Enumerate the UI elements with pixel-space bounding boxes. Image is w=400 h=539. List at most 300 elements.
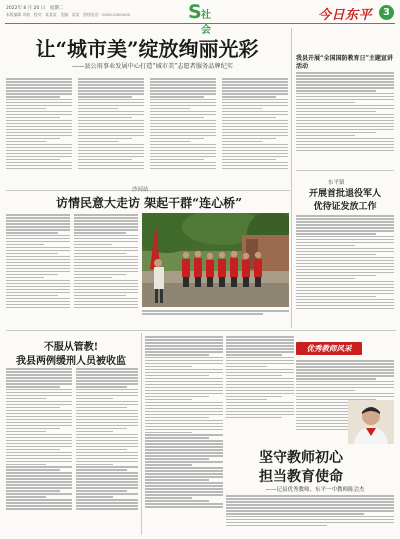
- text-line: [296, 236, 394, 238]
- text-line: [74, 295, 126, 297]
- text-line: [76, 472, 138, 474]
- text-line: [6, 162, 72, 164]
- text-line: [6, 102, 72, 104]
- text-line: [222, 162, 288, 164]
- text-line: [78, 156, 144, 158]
- text-line: [296, 287, 394, 289]
- text-line: [226, 393, 294, 395]
- text-line: [226, 507, 394, 509]
- text-line: [145, 503, 223, 505]
- text-line: [74, 232, 126, 234]
- text-line: [226, 396, 282, 398]
- text-line: [78, 117, 132, 119]
- text-line: [6, 401, 72, 403]
- text-line: [150, 123, 216, 125]
- teacher-title-2: 担当教育使命: [259, 469, 343, 485]
- column-divider-bottom-left: [141, 333, 142, 535]
- text-line: [6, 493, 72, 495]
- text-line: [74, 247, 138, 249]
- text-line: [296, 150, 394, 152]
- text-line: [145, 378, 223, 380]
- feature-col-1: [6, 214, 70, 324]
- text-line: [78, 126, 144, 128]
- text-line: [76, 422, 138, 424]
- text-line: [76, 508, 138, 510]
- right-rule-1: [296, 170, 394, 171]
- text-line: [145, 342, 223, 344]
- right-mid-title-2: 优待证发放工作: [313, 202, 377, 212]
- text-line: [226, 525, 327, 527]
- text-line: [78, 168, 144, 170]
- text-line: [145, 461, 223, 463]
- text-line: [76, 416, 138, 418]
- text-line: [296, 147, 394, 149]
- text-line: [6, 117, 60, 119]
- right-top-title: 我县开展“全国国防教育日”主题宣讲活动: [296, 55, 393, 70]
- text-line: [6, 135, 72, 137]
- text-line: [6, 223, 70, 225]
- text-line: [226, 336, 294, 338]
- text-line: [6, 126, 72, 128]
- text-line: [74, 292, 138, 294]
- text-line: [226, 366, 267, 368]
- text-line: [6, 84, 72, 86]
- text-line: [6, 428, 60, 430]
- text-line: [6, 268, 70, 270]
- text-line: [6, 235, 70, 237]
- text-line: [296, 75, 394, 77]
- crime-title-2: 我县两例缓刑人员被收监: [16, 356, 126, 367]
- text-line: [74, 271, 138, 273]
- text-line: [145, 420, 223, 422]
- text-line: [226, 387, 294, 389]
- text-line: [145, 485, 223, 487]
- text-line: [150, 96, 204, 98]
- text-line: [145, 432, 192, 434]
- text-line: [145, 408, 223, 410]
- text-line: [145, 470, 223, 472]
- text-line: [222, 168, 288, 170]
- text-line: [145, 491, 223, 493]
- text-line: [6, 96, 60, 98]
- text-line: [6, 250, 70, 252]
- text-line: [6, 458, 72, 460]
- text-line: [78, 87, 144, 89]
- text-line: [145, 446, 223, 448]
- teacher-badge-label: 优秀教师风采: [306, 344, 352, 353]
- text-line: [6, 105, 72, 107]
- text-line: [296, 144, 394, 146]
- text-line: [296, 227, 394, 229]
- text-line: [76, 475, 138, 477]
- text-line: [296, 248, 394, 250]
- feature-body: [6, 214, 138, 326]
- text-line: [6, 256, 70, 258]
- text-line: [6, 475, 72, 477]
- text-line: [76, 466, 138, 468]
- text-line: [296, 387, 394, 389]
- text-line: [296, 384, 394, 386]
- right-mid-title-1: 开展首批退役军人: [308, 189, 381, 199]
- text-line: [6, 478, 72, 480]
- text-line: [6, 111, 72, 113]
- text-line: [6, 286, 70, 288]
- text-line: [296, 245, 355, 247]
- text-line: [226, 363, 294, 365]
- text-line: [150, 162, 216, 164]
- feature-kicker: 沙河站: [132, 187, 149, 193]
- text-line: [6, 386, 60, 388]
- text-line: [6, 114, 72, 116]
- text-line: [145, 440, 223, 442]
- text-line: [226, 381, 294, 383]
- text-line: [296, 293, 394, 295]
- text-line: [74, 286, 138, 288]
- text-line: [74, 226, 138, 228]
- text-line: [6, 93, 72, 95]
- text-line: [76, 377, 138, 379]
- mid-rule: [6, 330, 396, 331]
- text-line: [150, 90, 216, 92]
- text-line: [6, 374, 72, 376]
- text-line: [76, 496, 113, 498]
- text-line: [222, 159, 276, 161]
- text-line: [226, 348, 294, 350]
- text-line: [150, 138, 204, 140]
- text-line: [6, 138, 60, 140]
- text-line: [145, 396, 209, 398]
- text-line: [226, 378, 294, 380]
- text-line: [78, 81, 144, 83]
- crime-title-1: 不服从管教!: [43, 342, 99, 353]
- text-line: [6, 407, 60, 409]
- text-line: [296, 78, 394, 80]
- text-line: [6, 271, 70, 273]
- text-line: [296, 302, 394, 304]
- text-line: [78, 120, 144, 122]
- text-line: [76, 383, 138, 385]
- text-line: [222, 111, 288, 113]
- text-line: [145, 500, 209, 502]
- text-line: [6, 413, 72, 415]
- text-line: [76, 481, 138, 483]
- text-line: [150, 126, 216, 128]
- text-line: [296, 390, 355, 392]
- text-line: [76, 389, 138, 391]
- text-line: [6, 295, 58, 297]
- text-line: [6, 259, 70, 261]
- text-line: [222, 105, 288, 107]
- text-line: [150, 150, 216, 152]
- text-line: [6, 371, 72, 373]
- text-line: [6, 452, 72, 454]
- text-line: [78, 90, 144, 92]
- text-line: [76, 431, 113, 433]
- text-line: [6, 159, 60, 161]
- text-line: [296, 272, 394, 274]
- feature-photo-image: [142, 213, 289, 307]
- text-line: [226, 390, 294, 392]
- text-line: [76, 401, 138, 403]
- text-line: [226, 360, 294, 362]
- text-line: [296, 263, 394, 265]
- text-line: [296, 108, 394, 110]
- text-line: [78, 147, 144, 149]
- text-line: [145, 381, 223, 383]
- page-number-badge: [379, 5, 394, 20]
- text-line: [145, 405, 223, 407]
- text-line: [296, 126, 394, 128]
- text-line: [78, 93, 144, 95]
- text-line: [6, 455, 72, 457]
- text-line: [6, 108, 46, 110]
- text-line: [6, 481, 72, 483]
- text-line: [6, 214, 70, 216]
- text-line: [150, 141, 190, 143]
- text-line: [296, 87, 394, 89]
- text-line: [226, 408, 294, 410]
- text-line: [296, 129, 394, 131]
- text-line: [6, 298, 70, 300]
- text-line: [222, 165, 288, 167]
- text-line: [6, 484, 72, 486]
- page-number: 3: [383, 7, 390, 18]
- text-line: [222, 108, 262, 110]
- text-line: [6, 431, 46, 433]
- text-line: [6, 446, 72, 448]
- text-line: [145, 384, 223, 386]
- text-line: [145, 479, 209, 481]
- text-line: [222, 138, 276, 140]
- text-line: [222, 117, 276, 119]
- text-line: [6, 502, 72, 504]
- text-line: [222, 120, 288, 122]
- masthead-logo: 今日东平: [318, 8, 373, 23]
- text-line: [6, 129, 72, 131]
- text-line: [6, 389, 72, 391]
- text-line: [150, 144, 216, 146]
- text-line: [296, 84, 394, 86]
- text-line: [6, 244, 44, 246]
- text-line: [150, 105, 216, 107]
- teacher-body-bottom: [226, 495, 394, 535]
- text-line: [6, 153, 72, 155]
- text-line: [150, 81, 216, 83]
- text-line: [78, 102, 144, 104]
- text-line: [296, 239, 394, 241]
- text-line: [78, 165, 144, 167]
- text-line: [296, 254, 376, 256]
- text-line: [6, 449, 60, 451]
- text-line: [150, 168, 216, 170]
- text-line: [145, 449, 223, 451]
- text-line: [6, 217, 70, 219]
- text-line: [6, 410, 72, 412]
- text-line: [6, 156, 72, 158]
- crime-body: [6, 368, 72, 534]
- text-line: [226, 510, 394, 512]
- text-line: [150, 102, 216, 104]
- text-line: [6, 265, 70, 267]
- right-mid-body: [296, 215, 394, 327]
- text-line: [145, 494, 223, 496]
- text-line: [296, 366, 394, 368]
- text-line: [150, 129, 216, 131]
- lead-col-4: [222, 78, 288, 186]
- text-line: [222, 126, 288, 128]
- text-line: [222, 153, 288, 155]
- text-line: [78, 150, 144, 152]
- text-line: [6, 226, 70, 228]
- text-line: [296, 396, 394, 398]
- text-line: [150, 153, 216, 155]
- text-line: [6, 383, 72, 385]
- text-line: [296, 305, 394, 307]
- text-line: [222, 123, 288, 125]
- text-line: [222, 114, 288, 116]
- text-line: [296, 123, 394, 125]
- text-line: [296, 138, 394, 140]
- text-line: [6, 277, 44, 279]
- text-line: [74, 289, 138, 291]
- text-line: [145, 357, 223, 359]
- text-line: [296, 269, 394, 271]
- header-editor-line: 本版编辑 刘敏 校对：某某某 美编：某某 热线电话：0000-0000000: [6, 12, 131, 17]
- text-line: [145, 375, 209, 377]
- text-line: [296, 102, 355, 104]
- text-line: [6, 392, 72, 394]
- text-line: [6, 419, 72, 421]
- text-line: [6, 469, 60, 471]
- text-line: [150, 117, 204, 119]
- text-line: [222, 132, 288, 134]
- text-line: [145, 426, 223, 428]
- text-line: [6, 168, 72, 170]
- text-line: [76, 461, 138, 463]
- text-line: [150, 111, 216, 113]
- text-line: [76, 374, 138, 376]
- text-line: [296, 141, 394, 143]
- text-line: [226, 495, 394, 497]
- text-line: [145, 429, 223, 431]
- text-line: [296, 266, 394, 268]
- text-line: [226, 345, 294, 347]
- text-line: [296, 233, 376, 235]
- text-line: [6, 165, 72, 167]
- text-line: [76, 469, 127, 471]
- text-line: [222, 135, 288, 137]
- text-line: [78, 111, 144, 113]
- text-line: [296, 281, 394, 283]
- text-line: [222, 81, 288, 83]
- text-line: [296, 135, 355, 137]
- text-line: [296, 393, 394, 395]
- lead-col-3: [150, 78, 216, 186]
- text-line: [296, 72, 394, 74]
- text-line: [76, 398, 113, 400]
- text-line: [76, 404, 138, 406]
- teacher-body-mid: [226, 336, 294, 432]
- text-line: [6, 283, 70, 285]
- text-line: [76, 437, 138, 439]
- text-line: [145, 506, 223, 508]
- text-line: [226, 498, 394, 500]
- teacher-badge: [296, 342, 362, 355]
- text-line: [6, 487, 72, 489]
- text-line: [226, 513, 364, 515]
- section-letter: S: [188, 1, 202, 23]
- text-line: [74, 241, 138, 243]
- text-line: [78, 141, 118, 143]
- text-line: [78, 96, 132, 98]
- text-line: [74, 250, 138, 252]
- text-line: [145, 399, 192, 401]
- text-line: [74, 238, 138, 240]
- text-line: [78, 99, 144, 101]
- text-line: [226, 354, 282, 356]
- text-line: [150, 159, 204, 161]
- text-line: [6, 90, 72, 92]
- text-line: [226, 414, 294, 416]
- text-line: [226, 339, 294, 341]
- text-line: [6, 443, 72, 445]
- text-line: [76, 493, 138, 495]
- text-line: [145, 437, 209, 439]
- text-line: [6, 437, 72, 439]
- text-line: [6, 120, 72, 122]
- text-line: [6, 87, 72, 89]
- text-line: [74, 214, 138, 216]
- text-line: [76, 407, 127, 409]
- text-line: [6, 505, 72, 507]
- text-line: [150, 87, 216, 89]
- text-line: [145, 348, 223, 350]
- text-line: [6, 472, 72, 474]
- text-line: [78, 144, 144, 146]
- text-line: [222, 99, 288, 101]
- text-line: [145, 473, 223, 475]
- text-line: [145, 434, 223, 436]
- text-line: [78, 138, 132, 140]
- text-line: [78, 132, 144, 134]
- teacher-portrait: [348, 400, 394, 444]
- text-line: [296, 105, 394, 107]
- text-line: [226, 399, 267, 401]
- text-line: [76, 478, 138, 480]
- lead-story-body: [6, 78, 288, 188]
- right-mid-kicker: 东平镇: [328, 180, 345, 186]
- text-line: [74, 277, 112, 279]
- text-line: [296, 360, 394, 362]
- text-line: [76, 443, 138, 445]
- text-line: [6, 78, 72, 80]
- feature-photo: [142, 213, 289, 307]
- text-line: [222, 87, 288, 89]
- text-line: [296, 375, 394, 377]
- text-line: [226, 501, 394, 503]
- text-line: [222, 93, 288, 95]
- text-line: [296, 299, 394, 301]
- text-line: [6, 377, 72, 379]
- text-line: [74, 235, 138, 237]
- text-line: [6, 274, 58, 276]
- text-line: [296, 369, 394, 371]
- text-line: [296, 290, 394, 292]
- text-line: [145, 366, 192, 368]
- text-line: [226, 522, 394, 524]
- text-line: [222, 129, 288, 131]
- text-line: [222, 78, 288, 80]
